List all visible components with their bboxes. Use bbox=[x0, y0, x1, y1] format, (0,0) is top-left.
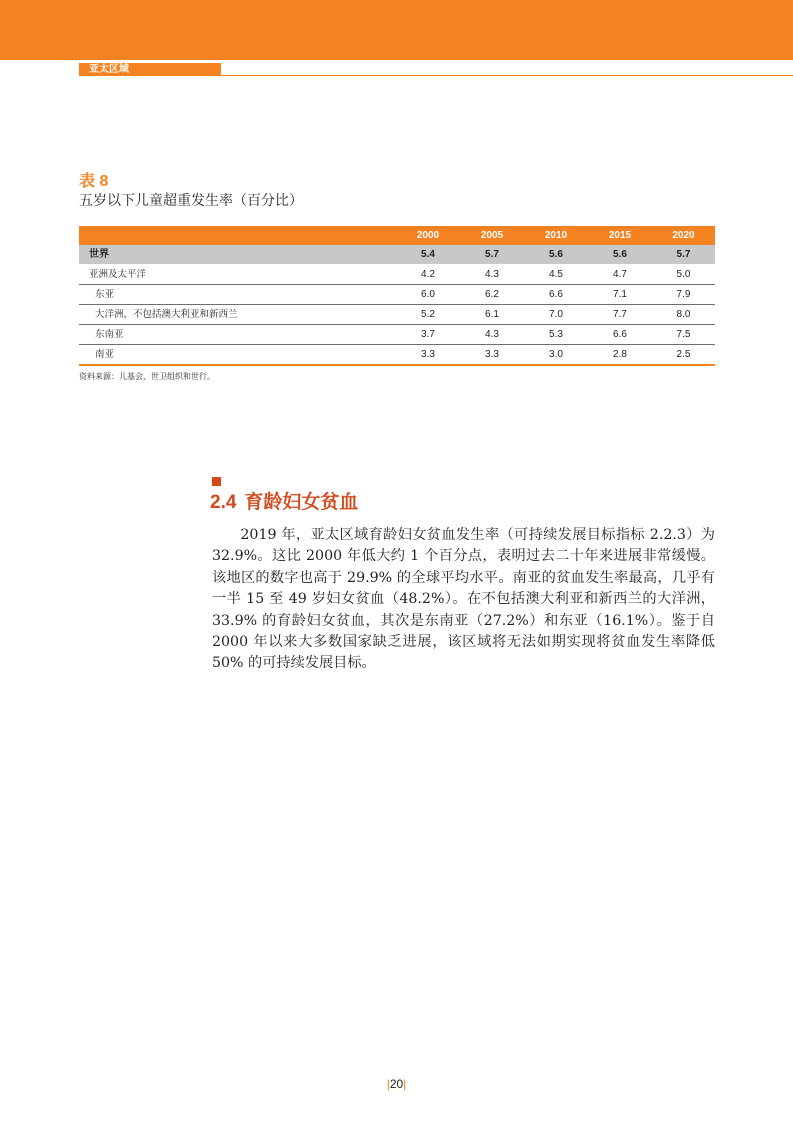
table-cell: 6.6 bbox=[588, 325, 652, 345]
row-label: 世界 bbox=[79, 245, 396, 265]
row-label: 东亚 bbox=[79, 285, 396, 305]
page-number-value: 20 bbox=[389, 1077, 404, 1091]
table-cell: 7.1 bbox=[588, 285, 652, 305]
table-header-region bbox=[79, 226, 396, 245]
table-header-year: 2005 bbox=[460, 226, 524, 245]
table-cell: 5.2 bbox=[396, 305, 460, 325]
heading-marker-icon bbox=[212, 477, 221, 486]
table-cell: 3.3 bbox=[396, 345, 460, 366]
table-cell: 2.5 bbox=[652, 345, 715, 366]
row-label: 大洋洲，不包括澳大利亚和新西兰 bbox=[79, 305, 396, 325]
header-rule bbox=[221, 75, 793, 76]
table-source-note: 资料来源：儿基会、世卫组织和世行。 bbox=[79, 372, 215, 381]
table-cell: 7.9 bbox=[652, 285, 715, 305]
table-cell: 6.1 bbox=[460, 305, 524, 325]
table-cell: 5.6 bbox=[588, 245, 652, 265]
table-cell: 6.0 bbox=[396, 285, 460, 305]
table-cell: 4.5 bbox=[524, 265, 588, 285]
table-label: 表 8 bbox=[79, 173, 109, 190]
table-cell: 5.7 bbox=[652, 245, 715, 265]
table-cell: 5.3 bbox=[524, 325, 588, 345]
row-label: 东南亚 bbox=[79, 325, 396, 345]
page-number-bar-left: | bbox=[386, 1077, 390, 1091]
table-row bbox=[79, 305, 715, 325]
table-header-year: 2000 bbox=[396, 226, 460, 245]
table-cell: 3.3 bbox=[460, 345, 524, 366]
table-header-year: 2015 bbox=[588, 226, 652, 245]
table-title: 五岁以下儿童超重发生率（百分比） bbox=[79, 193, 303, 209]
table-cell: 4.3 bbox=[460, 265, 524, 285]
section-number: 2.4 bbox=[210, 492, 237, 513]
table-row bbox=[79, 325, 715, 345]
table-cell: 2.8 bbox=[588, 345, 652, 366]
table-cell: 4.3 bbox=[460, 325, 524, 345]
table-cell: 5.6 bbox=[524, 245, 588, 265]
table-row bbox=[79, 345, 715, 366]
header-band bbox=[0, 0, 793, 60]
table-row bbox=[79, 245, 715, 265]
table-cell: 4.2 bbox=[396, 265, 460, 285]
table-cell: 5.7 bbox=[460, 245, 524, 265]
table-cell: 5.4 bbox=[396, 245, 460, 265]
table-cell: 3.7 bbox=[396, 325, 460, 345]
table-cell: 7.5 bbox=[652, 325, 715, 345]
body-paragraph: 2019 年，亚太区域育龄妇女贫血发生率（可持续发展目标指标 2.2.3）为 32.9%。这比 2000 年低大约 1 个百分点，表明过去二十年来进展非常缓慢。该地区的数字也高于 29.9% 的全球平均水平。南亚的贫血发生率最高，几乎有一半 15 至 49 岁妇女贫血（48.2%）。在不包括澳大利亚和新西兰的大洋洲，33.9% 的育龄妇女贫血，其次是东南亚（27.2%）和东亚（16.1%）。鉴于自 2000 年以来大多数国家缺乏进展，该区域将无法如期实现将贫血发生率降低 50% 的可持续发展目标。 bbox=[212, 527, 715, 672]
row-label: 亚洲及太平洋 bbox=[79, 265, 396, 285]
section-title: 育龄妇女贫血 bbox=[244, 491, 359, 513]
table-cell: 7.0 bbox=[524, 305, 588, 325]
table-row bbox=[79, 285, 715, 305]
page-number-bar-right: | bbox=[403, 1077, 407, 1091]
table-header-year: 2010 bbox=[524, 226, 588, 245]
table-header-year: 2020 bbox=[652, 226, 715, 245]
section-tab: 亚太区域 bbox=[79, 63, 221, 76]
table-row bbox=[79, 265, 715, 285]
row-label: 南亚 bbox=[79, 345, 396, 366]
table-cell: 6.2 bbox=[460, 285, 524, 305]
table-cell: 5.0 bbox=[652, 265, 715, 285]
overweight-table bbox=[79, 226, 715, 366]
table-cell: 6.6 bbox=[524, 285, 588, 305]
table-cell: 4.7 bbox=[588, 265, 652, 285]
section-heading bbox=[210, 487, 358, 514]
table-cell: 3.0 bbox=[524, 345, 588, 366]
page-number bbox=[380, 1077, 413, 1091]
table-header-row bbox=[79, 226, 715, 245]
table-cell: 7.7 bbox=[588, 305, 652, 325]
table-cell: 8.0 bbox=[652, 305, 715, 325]
